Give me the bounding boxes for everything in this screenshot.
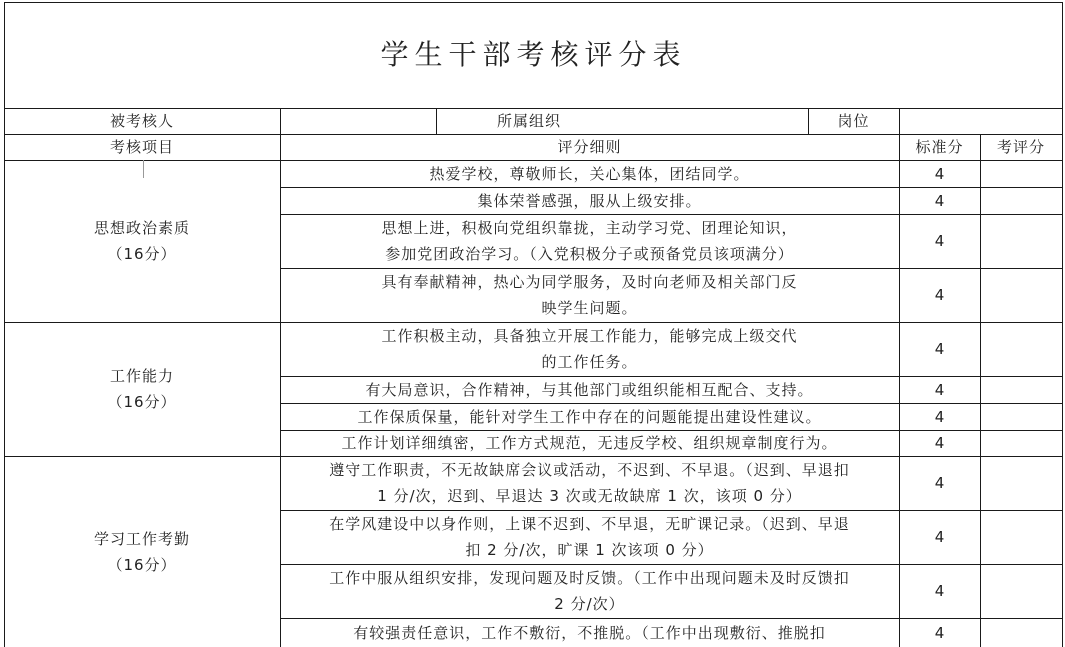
col-score-header: 考评分 <box>996 138 1045 156</box>
score-field[interactable] <box>980 618 1062 647</box>
rule-detail: 思想上进，积极向党组织靠拢，主动学习党、团理论知识， 参加党团政治学习。（入党积极分子或预备党员该项满分） <box>381 219 798 263</box>
rule-detail: 工作计划详细缜密，工作方式规范，无违反学校、组织规章制度行为。 <box>341 434 838 452</box>
standard-score: 4 <box>934 582 945 600</box>
standard-score: 4 <box>934 407 945 426</box>
score-field[interactable] <box>980 322 1062 376</box>
score-field[interactable] <box>980 564 1062 618</box>
score-field[interactable] <box>980 403 1062 430</box>
standard-score: 4 <box>934 380 945 399</box>
col-detail-header: 评分细则 <box>557 138 622 156</box>
rule-detail: 具有奉献精神，热心为同学服务，及时向老师及相关部门反 映学生问题。 <box>381 273 798 317</box>
org-label: 所属组织 <box>496 112 561 130</box>
rule-detail: 热爱学校，尊敬师长，关心集体，团结同学。 <box>429 164 750 183</box>
section-attendance: 学习工作考勤 （16分） <box>93 529 190 574</box>
score-field[interactable] <box>980 510 1062 564</box>
score-field[interactable] <box>980 187 1062 214</box>
post-label: 岗位 <box>837 112 870 130</box>
section-politics: 思想政治素质 （16分） <box>93 219 190 263</box>
score-field[interactable] <box>980 214 1062 268</box>
standard-score: 4 <box>934 623 945 642</box>
org-field[interactable] <box>622 108 808 134</box>
standard-score: 4 <box>934 232 945 250</box>
person-label: 被考核人 <box>109 112 174 130</box>
rule-detail: 工作保质保量，能针对学生工作中存在的问题能提出建设性建议。 <box>357 407 822 426</box>
score-field[interactable] <box>980 430 1062 456</box>
score-field[interactable] <box>980 456 1062 510</box>
page-title: 学生干部考核评分表 <box>380 38 687 71</box>
person-field[interactable] <box>280 108 436 134</box>
standard-score: 4 <box>934 434 945 452</box>
standard-score: 4 <box>934 164 945 183</box>
standard-score: 4 <box>934 528 945 546</box>
section-ability: 工作能力 （16分） <box>107 367 177 411</box>
col-standard-header: 标准分 <box>915 138 964 156</box>
post-field[interactable] <box>899 108 1062 134</box>
rule-detail: 有较强责任意识，工作不敷衍，不推脱。（工作中出现敷衍、推脱扣 <box>353 623 826 642</box>
rule-detail: 工作积极主动，具备独立开展工作能力，能够完成上级交代 的工作任务。 <box>381 327 798 371</box>
text-cursor <box>143 160 144 178</box>
standard-score: 4 <box>934 340 945 358</box>
rule-detail: 工作中服从组织安排，发现问题及时反馈。（工作中出现问题未及时反馈扣 2 分/次） <box>329 569 850 613</box>
score-field[interactable] <box>980 376 1062 403</box>
rule-detail: 遵守工作职责，不无故缺席会议或活动，不迟到、不早退。（迟到、早退扣 1 分/次，迟到、早退达 3 次或无故缺席 1 次，该项 0 分） <box>329 461 850 505</box>
standard-score: 4 <box>934 474 945 492</box>
score-field[interactable] <box>980 160 1062 187</box>
standard-score: 4 <box>934 191 945 210</box>
col-item-header: 考核项目 <box>109 138 174 156</box>
standard-score: 4 <box>934 286 945 304</box>
rule-detail: 有大局意识，合作精神，与其他部门或组织能相互配合、支持。 <box>365 380 814 399</box>
rule-detail: 集体荣誉感强，服从上级安排。 <box>477 191 702 210</box>
rule-detail: 在学风建设中以身作则，上课不迟到、不早退，无旷课记录。（迟到、早退 扣 2 分/次，旷课 1 次该项 0 分） <box>329 515 850 559</box>
score-field[interactable] <box>980 268 1062 322</box>
